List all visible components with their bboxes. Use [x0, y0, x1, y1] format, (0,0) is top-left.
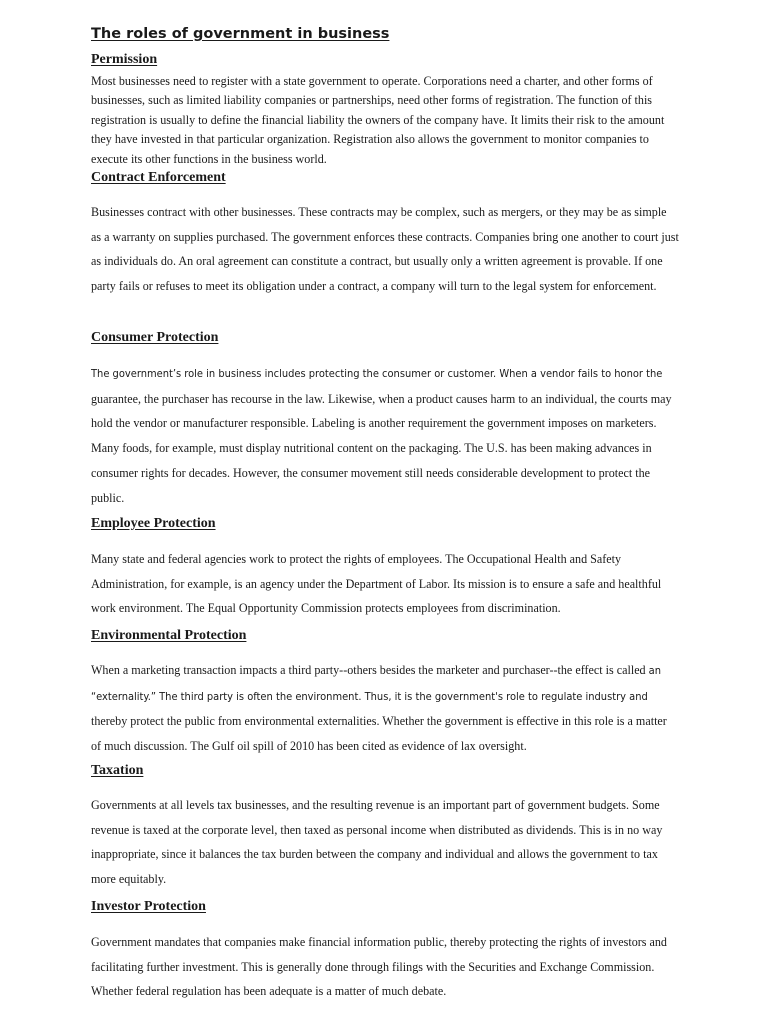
section-heading-investor-protection: Investor Protection — [91, 899, 206, 914]
section-body-environmental-protection-rest: thereby protect the public from environmental externalities. Whether the government is effective in this role is a matter of much discussion. The Gulf oil spill of 2010 has been cited as evidence of lax oversight. — [91, 714, 667, 754]
section-heading-environmental-protection: Environmental Protection — [91, 628, 247, 643]
section-body-contract-enforcement: Businesses contract with other businesses. These contracts may be complex, such as mergers, or they may be as simple as a warranty on supplies purchased. The government enforces these contracts. Companies bring one another to court just as individuals do. An oral agreement can constitute a contract, but usually only a written agreement is provable. If one party fails or refuses to meet its obligation under a contract, a company will turn to the legal system for enforcement. — [91, 205, 679, 294]
section-heading-employee-protection: Employee Protection — [91, 516, 216, 531]
section-body-taxation: Governments at all levels tax businesses, and the resulting revenue is an important part of government budgets. Some revenue is taxed at the corporate level, then taxed as personal income when distributed as dividends. This is in no way inappropriate, since it balances the tax burden between the company and individual and allows the government to tax more equitably. — [91, 798, 663, 887]
section-body-consumer-protection — [91, 361, 679, 510]
section-body-permission: Most businesses need to register with a state government to operate. Corporations need a charter, and other forms of businesses, such as limited liability companies or partnerships, need other forms of registration. The function of this registration is usually to define the financial liability the owners of the company have. It limits their risk to the amount they have invested in that particular organization. Registration also allows the government to monitor companies to execute its other functions in the business world. — [91, 74, 665, 166]
section-heading-permission: Permission — [91, 52, 158, 67]
section-body-consumer-protection-lead: The government’s role in business includes protecting the consumer or customer. When a vendor fails to honor the — [91, 367, 663, 380]
section-heading-taxation: Taxation — [91, 763, 144, 778]
section-body-employee-protection: Many state and federal agencies work to protect the rights of employees. The Occupational Health and Safety Administration, for example, is an agency under the Department of Labor. Its mission is to ensure a safe and healthful work environment. The Equal Opportunity Commission protects employees from discrimination. — [91, 552, 662, 616]
section-body-investor-protection: Government mandates that companies make financial information public, thereby protecting the rights of investors and facilitating further investment. This is generally done through filings with the Securities and Exchange Commission. Whether federal regulation has been adequate is a matter of much debate. — [91, 935, 667, 999]
section-body-environmental-protection-mid: an “externality.” The third party is often the environment. Thus, it is the government's role to regulate industry and — [91, 664, 661, 703]
section-heading-contract-enforcement: Contract Enforcement — [91, 170, 226, 185]
section-body-environmental-protection-lead: When a marketing transaction impacts a third party--others besides the marketer and purchaser--the effect is called — [91, 663, 646, 677]
section-heading-consumer-protection: Consumer Protection — [91, 330, 219, 345]
section-body-environmental-protection — [91, 658, 679, 759]
section-body-consumer-protection-rest: guarantee, the purchaser has recourse in the law. Likewise, when a product causes harm to an individual, the courts may hold the vendor or manufacturer responsible. Labeling is another requirement the government imposes on marketers. Many foods, for example, must display nutritional content on the packaging. The U.S. has been making advances in consumer rights for decades. However, the consumer movement still needs considerable development to protect the public. — [91, 391, 672, 505]
document-title: The roles of government in business — [91, 26, 390, 42]
